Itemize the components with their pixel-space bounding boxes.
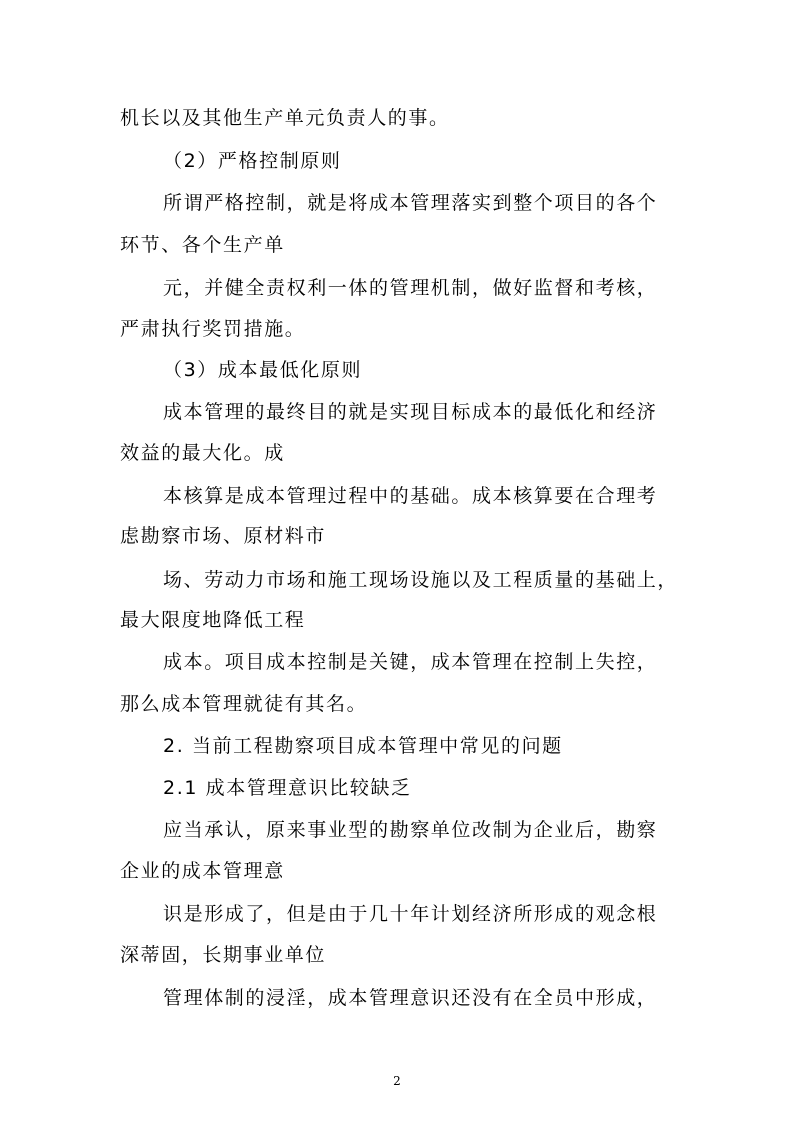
- text-line: 场、劳动力市场和施工现场设施以及工程质量的基础上，: [163, 569, 679, 591]
- text-line: 环节、各个生产单: [120, 234, 285, 256]
- section-heading: （3）成本最低化原则: [163, 359, 363, 381]
- text-line: 管理体制的浸淫，成本管理意识还没有在全员中形成，: [163, 987, 658, 1009]
- text-line: 虑勘察市场、原材料市: [120, 525, 327, 547]
- text-line: 那么成本管理就徒有其名。: [120, 693, 368, 715]
- text-line: 成本。项目成本控制是关键，成本管理在控制上失控，: [163, 651, 658, 673]
- text-line: 企业的成本管理意: [120, 860, 285, 882]
- text-line: 成本管理的最终目的就是实现目标成本的最低化和经济: [163, 401, 658, 423]
- text-line: 所谓严格控制，就是将成本管理落实到整个项目的各个: [163, 192, 658, 214]
- page-number: 2: [393, 1074, 401, 1088]
- text-line: 元，并健全责权利一体的管理机制，做好监督和考核，: [163, 277, 658, 299]
- section-heading: （2）严格控制原则: [163, 150, 342, 172]
- text-line: 严肃执行奖罚措施。: [120, 318, 306, 340]
- text-line: 效益的最大化。成: [120, 442, 285, 464]
- text-line: 应当承认，原来事业型的勘察单位改制为企业后，勘察: [163, 819, 658, 841]
- text-line: 机长以及其他生产单元负责人的事。: [120, 107, 450, 129]
- text-line: 本核算是成本管理过程中的基础。成本核算要在合理考: [163, 485, 658, 507]
- text-line: 识是形成了，但是由于几十年计划经济所形成的观念根: [163, 903, 658, 925]
- text-line: 最大限度地降低工程: [120, 609, 306, 631]
- subsection-heading: 2.1 成本管理意识比较缺乏: [163, 777, 412, 799]
- section-heading: 2. 当前工程勘察项目成本管理中常见的问题: [163, 735, 563, 757]
- text-line: 深蒂固，长期事业单位: [120, 944, 327, 966]
